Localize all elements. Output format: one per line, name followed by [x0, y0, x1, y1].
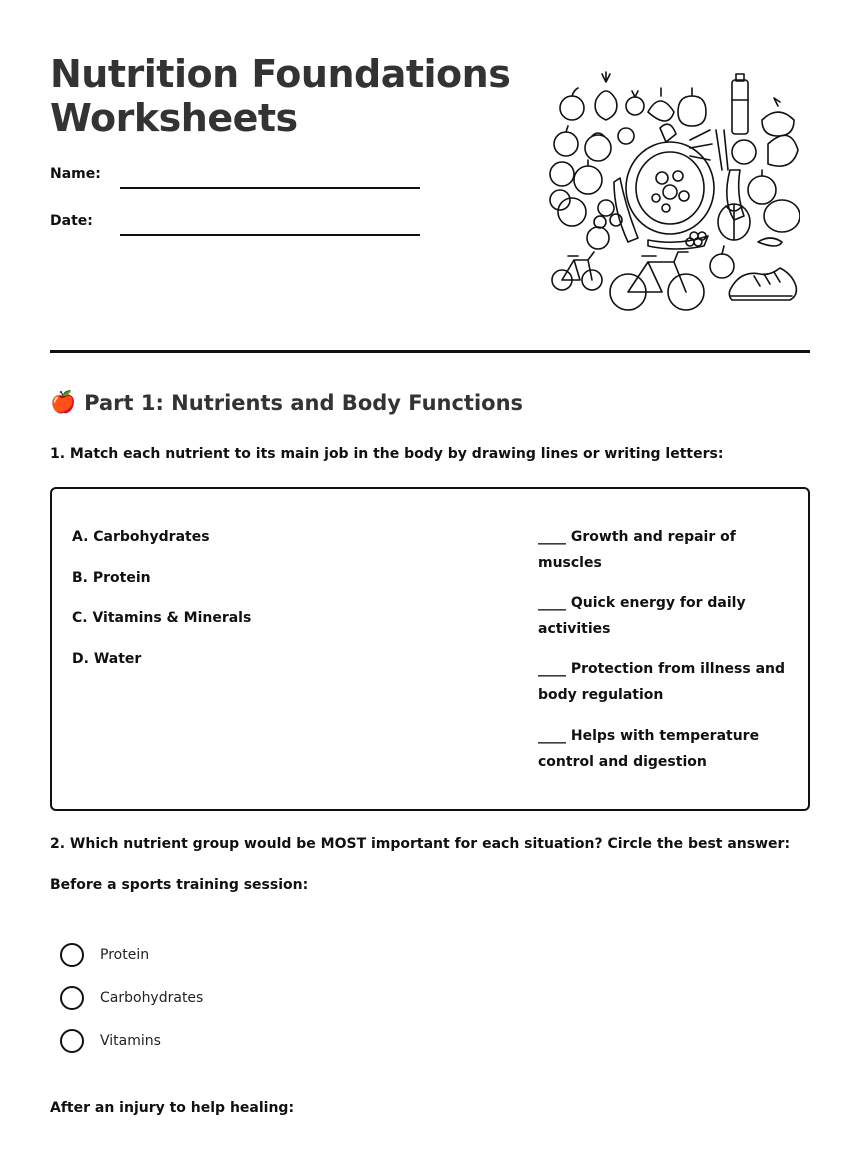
option-label: Vitamins	[100, 1033, 161, 1049]
option-label: Carbohydrates	[100, 990, 204, 1006]
header-divider	[50, 350, 810, 353]
radio-circle[interactable]	[60, 943, 84, 967]
healthy-food-and-exercise-illustration	[540, 70, 800, 315]
part1-heading	[50, 390, 523, 415]
answer-option-carbohydrates[interactable]	[60, 986, 203, 1010]
title-line-1: Nutrition Foundations	[50, 52, 511, 96]
question-2-prompt: 2. Which nutrient group would be MOST important for each situation? Circle the best answer:	[50, 836, 791, 852]
nutrient-item: D. Water	[72, 651, 142, 667]
nutrient-item: C. Vitamins & Minerals	[72, 610, 252, 626]
situation-2-label: After an injury to help healing:	[50, 1100, 295, 1116]
part1-title: Part 1: Nutrients and Body Functions	[84, 390, 524, 415]
date-field-line[interactable]	[120, 234, 420, 236]
title-line-2: Worksheets	[50, 96, 298, 140]
name-field-line[interactable]	[120, 187, 420, 189]
radio-circle[interactable]	[60, 986, 84, 1010]
name-label: Name:	[50, 166, 101, 182]
function-item: ____ Quick energy for daily activities	[538, 595, 746, 637]
situation-1-label: Before a sports training session:	[50, 877, 309, 893]
radio-circle[interactable]	[60, 1029, 84, 1053]
function-item: ____ Helps with temperature control and digestion	[538, 728, 760, 770]
answer-option-vitamins[interactable]	[60, 1029, 161, 1053]
option-label: Protein	[100, 947, 150, 963]
question-1-prompt: 1. Match each nutrient to its main job in the body by drawing lines or writing letters:	[50, 446, 724, 462]
nutrient-item: B. Protein	[72, 570, 151, 586]
red-apple-icon: 🍎	[50, 390, 77, 414]
matching-box	[50, 487, 810, 811]
worksheet-title	[50, 52, 510, 140]
function-item: ____ Growth and repair of muscles	[538, 529, 736, 571]
function-item: ____ Protection from illness and body regulation	[538, 661, 786, 703]
answer-option-protein[interactable]	[60, 943, 149, 967]
date-label: Date:	[50, 213, 93, 229]
nutrient-item: A. Carbohydrates	[72, 529, 210, 545]
